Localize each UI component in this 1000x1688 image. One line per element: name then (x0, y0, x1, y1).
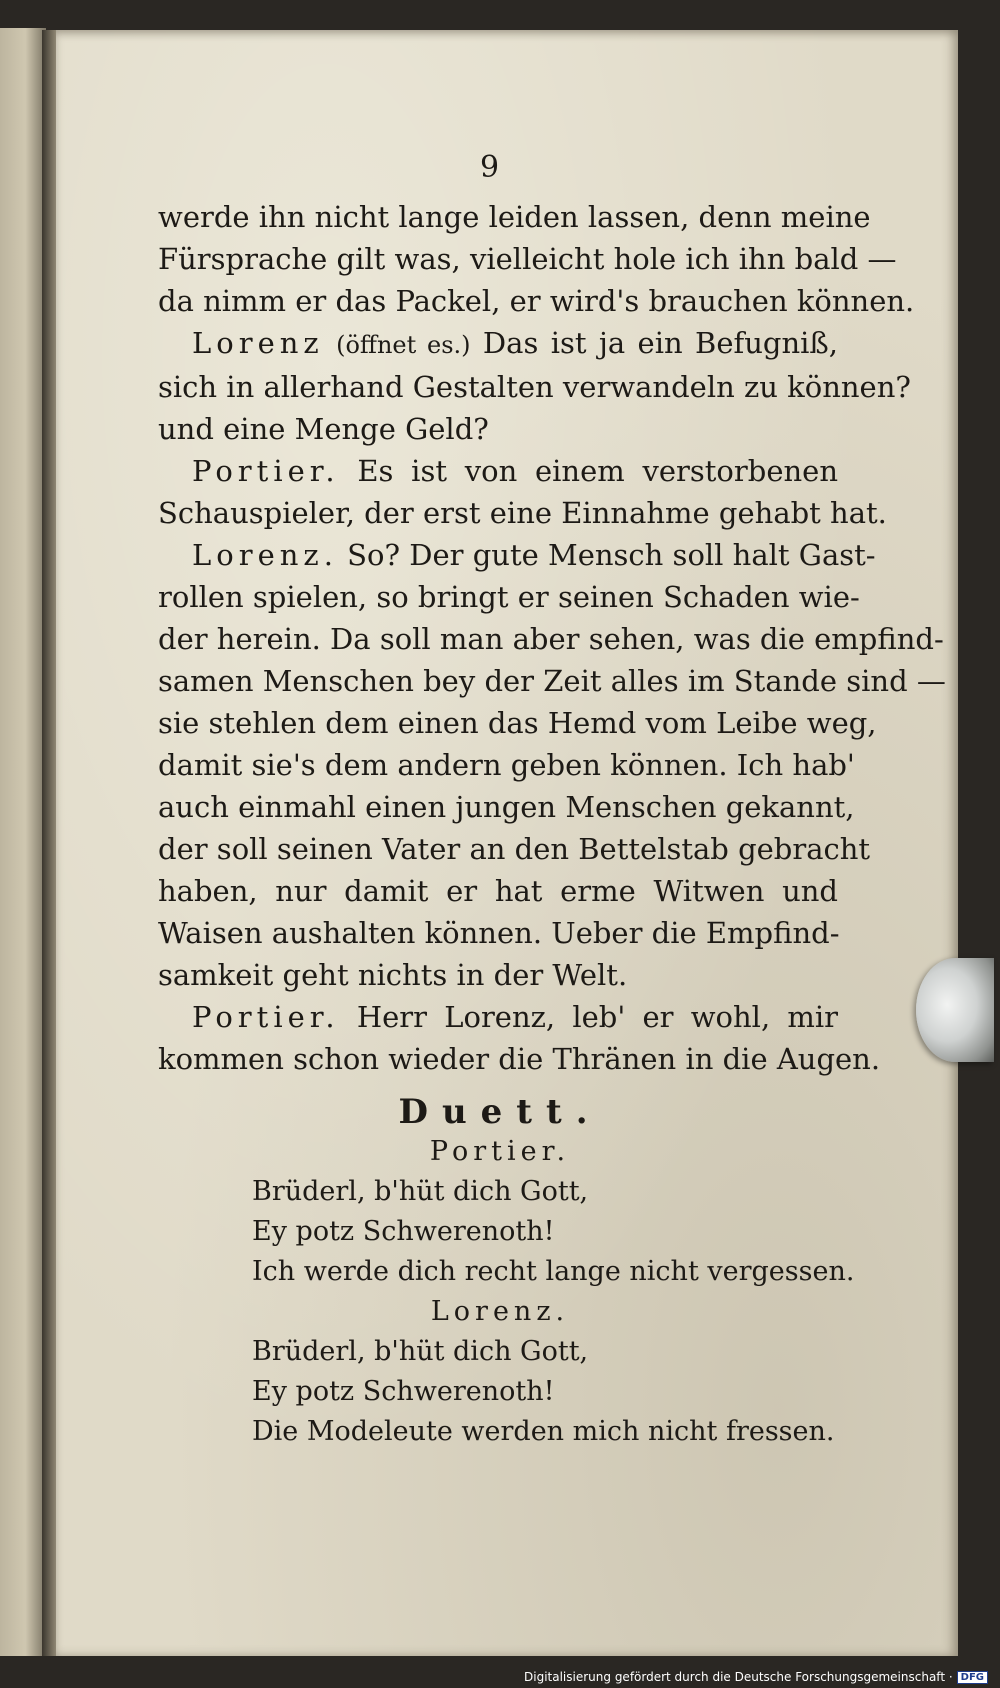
text-line: sie stehlen dem einen das Hemd vom Leibe weg, (158, 706, 877, 740)
dfg-logo: DFG (957, 1671, 988, 1684)
text-line: samkeit geht nichts in der Welt. (158, 958, 628, 992)
text-line: und eine Menge Geld? (158, 412, 489, 446)
speaker-name: Lorenz. (192, 538, 338, 572)
duet-section (160, 1092, 855, 1452)
text-line: rollen spielen, so bringt er seinen Schaden wie- (158, 580, 860, 614)
text-line: Waisen aushalten können. Ueber die Empfind- (158, 916, 840, 950)
previous-page-edge (0, 28, 46, 1656)
speech-text: Das ist ja ein Befugniß, (482, 326, 839, 360)
page-number: 9 (480, 150, 500, 185)
speaker-label: Portier. (429, 1136, 571, 1167)
page-clip (916, 958, 994, 1062)
verse-line: Ey potz Schwerenoth! (252, 1216, 555, 1247)
speaker-label: Lorenz. (430, 1296, 570, 1327)
speech-text: Es ist von einem verstorbenen (357, 454, 838, 488)
text-line: Fürsprache gilt was, vielleicht hole ich ihn bald — (158, 242, 897, 276)
speaker-name: Portier. (192, 454, 340, 488)
speech-lorenz-2 (158, 534, 876, 576)
text-line: da nimm er das Packel, er wird's brauchen können. (158, 284, 915, 318)
footer-credit (524, 1670, 988, 1684)
verse-line: Brüderl, b'hüt dich Gott, (252, 1336, 589, 1367)
speech-text: Herr Lorenz, leb' er wohl, mir (356, 1000, 839, 1034)
body-text (158, 196, 946, 1080)
text-line: Schauspieler, der erst eine Einnahme gehabt hat. (158, 496, 887, 530)
verse-line: Ey potz Schwerenoth! (252, 1376, 555, 1407)
text-line: auch einmahl einen jungen Menschen gekannt, (158, 790, 855, 824)
verse-line: Brüderl, b'hüt dich Gott, (252, 1176, 589, 1207)
text-line: der soll seinen Vater an den Bettelstab gebracht (158, 832, 871, 866)
speech-portier-2 (158, 996, 838, 1038)
speech-portier-1 (158, 450, 838, 492)
speaker-name: Lorenz (192, 326, 324, 360)
text-line: damit sie's dem andern geben können. Ich hab' (158, 748, 855, 782)
text-line: haben, nur damit er hat erme Witwen und (158, 874, 838, 908)
footer-text: Digitalisierung gefördert durch die Deutsche Forschungsgemeinschaft · (524, 1670, 953, 1684)
text-line: werde ihn nicht lange leiden lassen, denn meine (158, 200, 871, 234)
speech-lorenz-1 (158, 322, 838, 366)
verse-line: Ich werde dich recht lange nicht vergessen. (252, 1256, 855, 1287)
stage-direction: (öffnet es.) (336, 331, 471, 359)
text-line: kommen schon wieder die Thränen in die Augen. (158, 1042, 881, 1076)
verse-line: Die Modeleute werden mich nicht fressen. (252, 1416, 835, 1447)
text-line: der herein. Da soll man aber sehen, was die empfind- (158, 622, 944, 656)
duet-title: Duett. (398, 1092, 602, 1132)
speech-text: So? Der gute Mensch soll halt Gast- (347, 538, 876, 572)
text-line: samen Menschen bey der Zeit alles im Stande sind — (158, 664, 946, 698)
text-line: sich in allerhand Gestalten verwandeln zu können? (158, 370, 911, 404)
speaker-name: Portier. (192, 1000, 340, 1034)
